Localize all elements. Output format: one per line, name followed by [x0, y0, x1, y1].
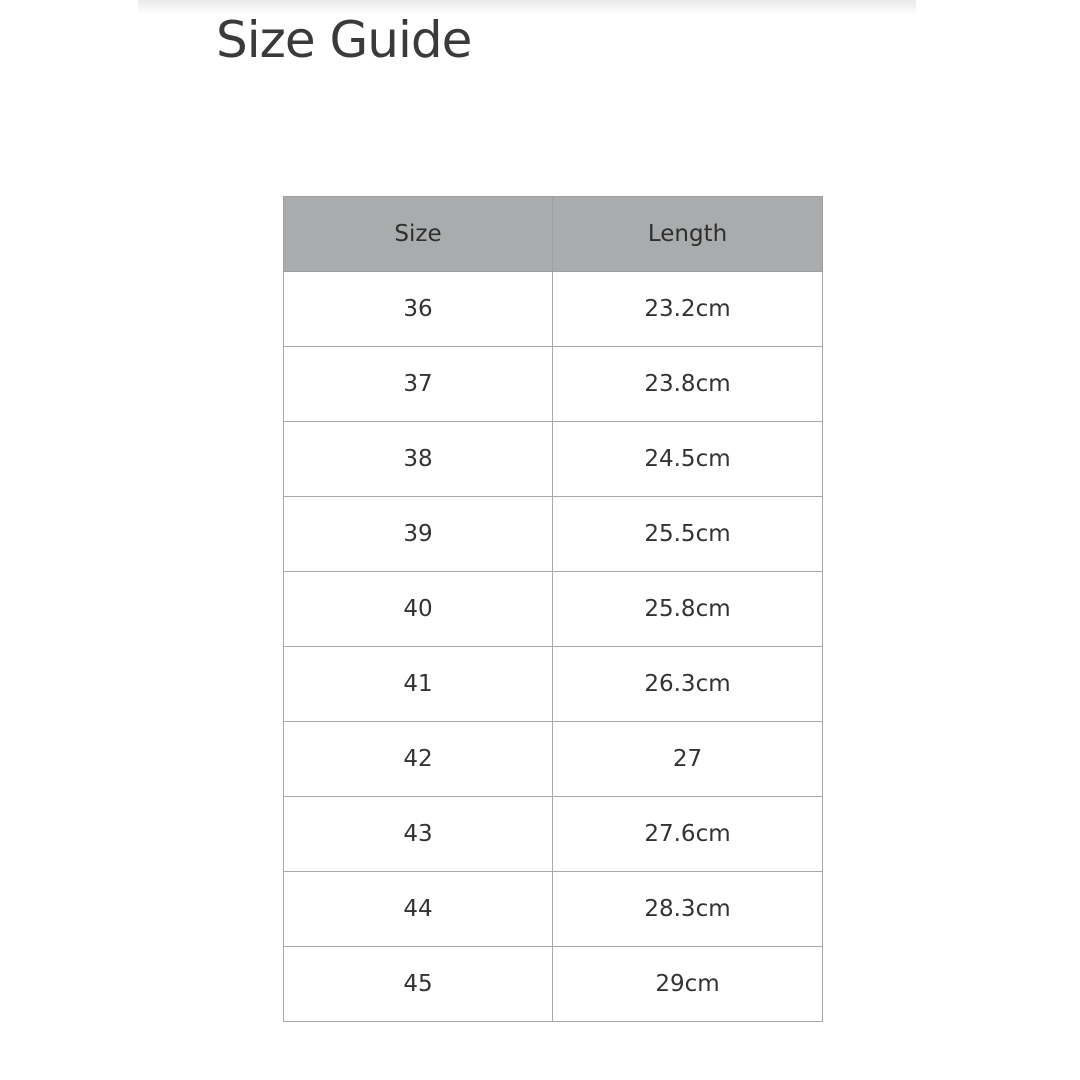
table-row — [284, 947, 823, 1022]
size-cell: 45 — [284, 947, 553, 1022]
size-cell: 39 — [284, 497, 553, 572]
size-cell: 43 — [284, 797, 553, 872]
size-cell: 42 — [284, 722, 553, 797]
page-title: Size Guide — [216, 11, 472, 69]
length-cell: 23.8cm — [553, 347, 823, 422]
table-row — [284, 797, 823, 872]
size-cell: 38 — [284, 422, 553, 497]
table-row — [284, 347, 823, 422]
length-cell: 26.3cm — [553, 647, 823, 722]
size-cell: 41 — [284, 647, 553, 722]
table-row — [284, 422, 823, 497]
length-cell: 27.6cm — [553, 797, 823, 872]
length-cell: 25.5cm — [553, 497, 823, 572]
length-cell: 24.5cm — [553, 422, 823, 497]
table-row — [284, 572, 823, 647]
size-cell: 40 — [284, 572, 553, 647]
size-cell: 44 — [284, 872, 553, 947]
length-cell: 25.8cm — [553, 572, 823, 647]
table-row — [284, 722, 823, 797]
table-row — [284, 647, 823, 722]
size-guide-table — [283, 196, 823, 1022]
column-header-length: Length — [553, 197, 823, 272]
length-cell: 29cm — [553, 947, 823, 1022]
table-row — [284, 872, 823, 947]
table-header-row — [284, 197, 823, 272]
length-cell: 27 — [553, 722, 823, 797]
table-row — [284, 272, 823, 347]
size-cell: 36 — [284, 272, 553, 347]
length-cell: 23.2cm — [553, 272, 823, 347]
column-header-size: Size — [284, 197, 553, 272]
size-cell: 37 — [284, 347, 553, 422]
length-cell: 28.3cm — [553, 872, 823, 947]
table-row — [284, 497, 823, 572]
